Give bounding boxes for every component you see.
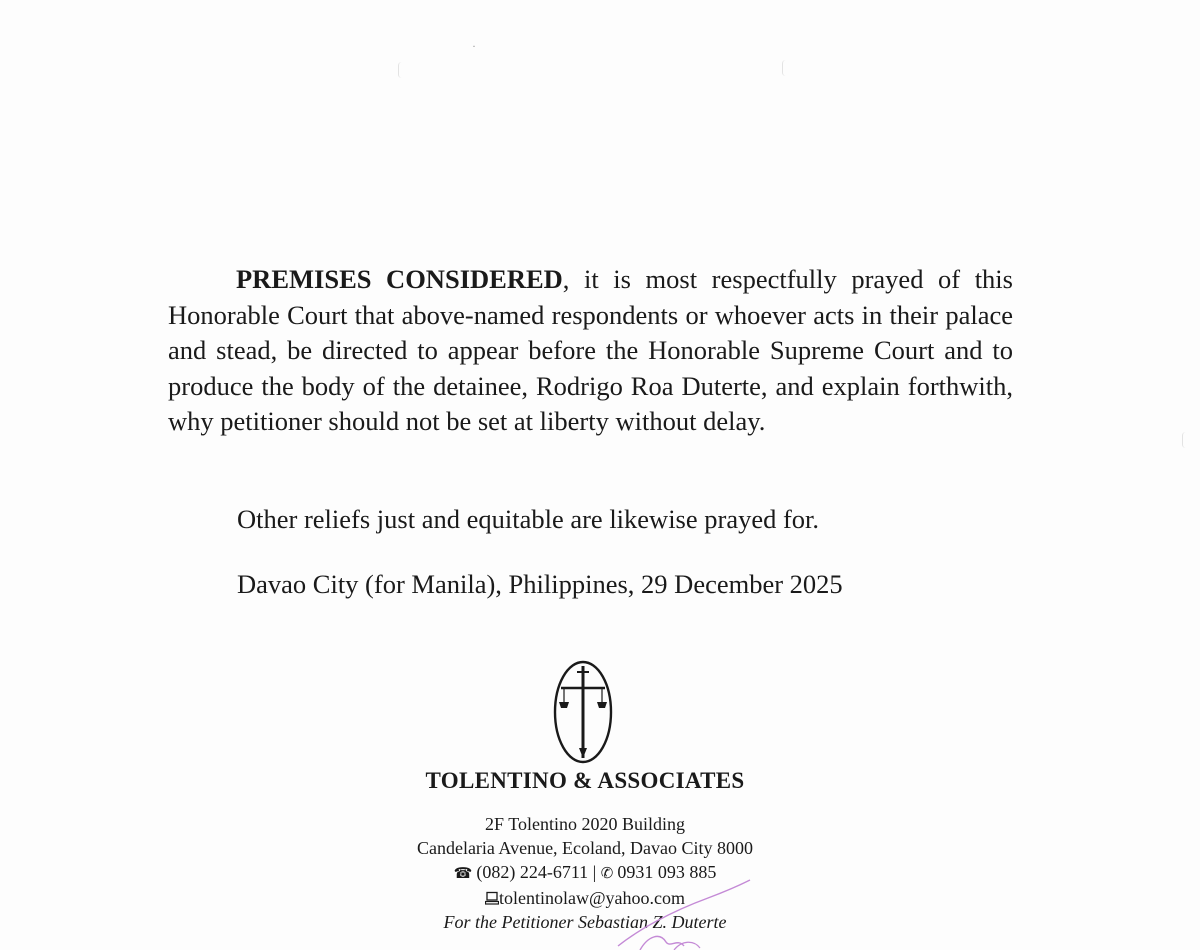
scan-speck: · <box>472 39 476 53</box>
computer-icon <box>485 891 499 905</box>
prayer-text: , it is most respectfully prayed of this Honorable Court that above-named respondents or whoever acts in their palace and stead, be directed to appear before the Honorable Supreme Court and to produce the body of the detainee, Rodrigo Roa Duterte, and explain forthwith, why petitioner should not be set at liberty without delay. <box>168 264 1013 436</box>
scan-mark <box>782 60 789 76</box>
address-line-1: 2F Tolentino 2020 Building <box>485 814 685 834</box>
mobile-number: 0931 093 885 <box>617 862 717 882</box>
phone-number: (082) 224-6711 | <box>476 862 597 882</box>
email-line <box>340 886 830 910</box>
premises-considered-heading: PREMISES CONSIDERED <box>236 264 563 294</box>
firm-name: TOLENTINO & ASSOCIATES <box>425 768 745 793</box>
scan-mark <box>1182 432 1189 448</box>
scales-of-justice-icon <box>550 658 616 766</box>
mobile-phone-icon: ✆ <box>600 866 614 882</box>
prayer-paragraph <box>168 262 1013 440</box>
scan-mark <box>398 62 405 78</box>
other-reliefs-paragraph: Other reliefs just and equitable are likewise prayed for. <box>237 504 820 534</box>
place-date-line: Davao City (for Manila), Philippines, 29 December 2025 <box>237 569 843 599</box>
counsel-for-line: For the Petitioner Sebastian Z. Duterte <box>443 912 727 932</box>
email-address: tolentinolaw@yahoo.com <box>498 888 686 908</box>
telephone-icon: ☎ <box>453 866 473 882</box>
firm-address-block <box>340 812 830 934</box>
address-line-2: Candelaria Avenue, Ecoland, Davao City 8000 <box>416 838 754 858</box>
contact-line <box>340 860 830 886</box>
